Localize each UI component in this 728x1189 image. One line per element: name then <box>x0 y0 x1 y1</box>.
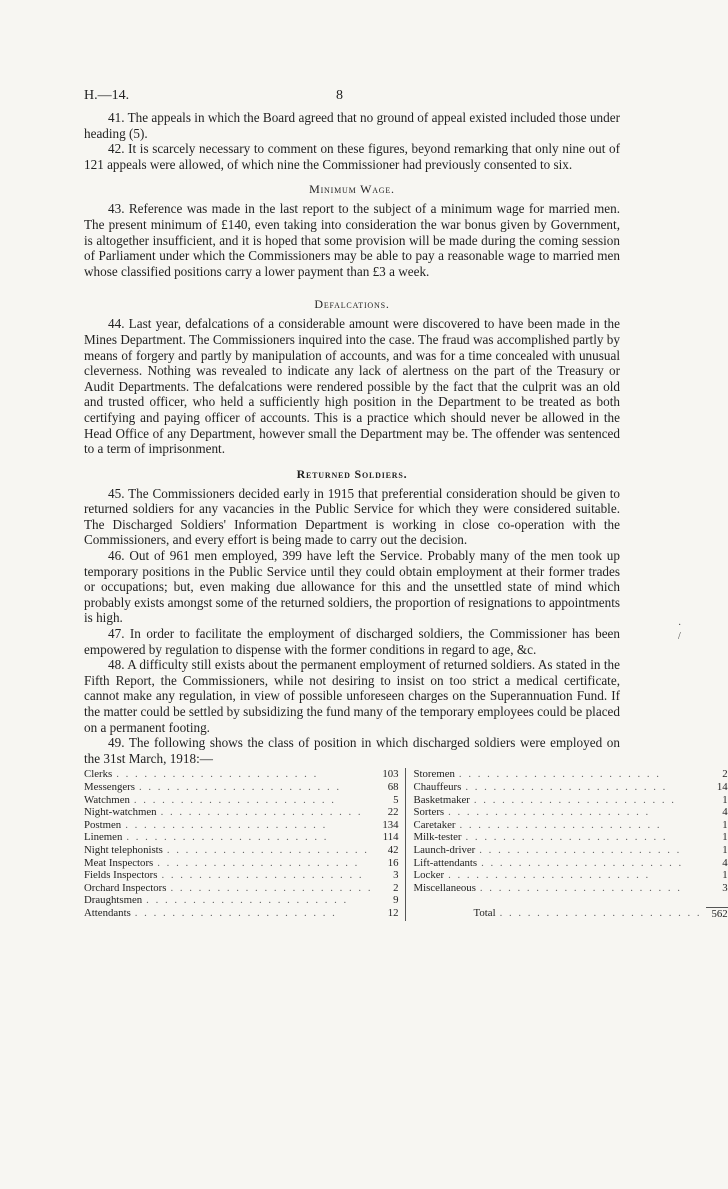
position-label: Orchard Inspectors <box>84 881 167 894</box>
position-count: 5 <box>393 793 399 806</box>
position-label: Linemen <box>84 831 123 844</box>
heading-minimum-wage: Minimum Wage. <box>309 182 395 197</box>
position-count: 9 <box>393 894 399 907</box>
leader-dots: . . . . . . . . . . . . . . . . . . . . . . <box>157 856 360 869</box>
position-count: 134 <box>382 818 399 831</box>
report-reference: H.—14. <box>84 88 130 103</box>
paragraph-47: 47. In order to facilitate the employment of discharged soldiers, the Commissioner has been empowered by regulation to dispense with the former conditions in regard to age, &c. <box>84 626 620 657</box>
leader-dots: . . . . . . . . . . . . . . . . . . . . . . <box>133 793 336 806</box>
position-label: Fields Inspectors <box>84 869 158 882</box>
position-count: 68 <box>387 780 399 793</box>
position-label: Night telephonists <box>84 843 163 856</box>
position-label: Chauffeurs <box>413 780 462 793</box>
position-count: 1 <box>722 818 728 831</box>
table-row <box>84 768 728 781</box>
total-label: Total <box>473 906 496 919</box>
leader-dots: . . . . . . . . . . . . . . . . . . . . . . <box>160 806 363 819</box>
table-row <box>84 781 728 794</box>
position-label: Basketmaker <box>413 793 470 806</box>
leader-dots: . . . . . . . . . . . . . . . . . . . . . . <box>479 881 682 894</box>
table-row <box>84 869 728 882</box>
paragraph-48: 48. A difficulty still exists about the permanent employment of returned soldiers. As stated in the Fifth Report, the Commissioners, while not desiring to insist on too strict a medical certificate, cannot make any regulation, in view of possible unforeseen charges on the Superannuation Fund. If the matter could be settled by subsidizing the fund many of the temporary employees could be placed on a permanent footing. <box>84 657 620 735</box>
position-label: Draughtsmen <box>84 894 143 907</box>
leader-dots: . . . . . . . . . . . . . . . . . . . . . . <box>465 831 668 844</box>
heading-returned-soldiers: Returned Soldiers. <box>296 466 408 481</box>
paragraph-49: 49. The following shows the class of position in which discharged soldiers were employed on the 31st March, 1918:— <box>84 735 620 766</box>
leader-dots: . . . . . . . . . . . . . . . . . . . . . . <box>499 906 702 919</box>
paragraph-44: 44. Last year, defalcations of a considerable amount were discovered to have been made in the Mines Department. The Commissioners inquired into the case. The fraud was accomplished partly by means of forgery and partly by manipulation of accounts, and was for a time concealed with unusual cleverness. Nothing was revealed to indicate any lack of alertness on the part of the Treasury or Audit Departments. The defalcations were rendered possible by the fact that the culprit was an old and trusted officer, who held a sufficiently high position in the Department to be treated as both certifying and paying officer of accounts. This is a practice which should never be allowed in the Head Office of any Department, however small the Department may be. The offender was sentenced to a term of imprisonment. <box>84 316 620 457</box>
position-count: 114 <box>382 831 399 844</box>
paragraph-41: 41. The appeals in which the Board agreed that no ground of appeal existed included those under heading (5). <box>84 110 620 141</box>
position-count: 1 <box>722 831 728 844</box>
table-row <box>84 844 728 857</box>
table-row <box>84 794 728 807</box>
position-count: 103 <box>382 768 399 781</box>
positions-table <box>84 768 728 920</box>
page-number: 8 <box>336 88 343 103</box>
leader-dots: . . . . . . . . . . . . . . . . . . . . . . <box>116 768 319 781</box>
position-label: Night-watchmen <box>84 806 157 819</box>
leader-dots: . . . . . . . . . . . . . . . . . . . . . . <box>166 843 369 856</box>
total-count: 562 <box>706 907 728 921</box>
position-label: Launch-driver <box>413 843 476 856</box>
position-label: Attendants <box>84 906 131 919</box>
table-row <box>84 831 728 844</box>
leader-dots: . . . . . . . . . . . . . . . . . . . . . . <box>473 793 676 806</box>
page-header <box>84 88 620 110</box>
leader-dots: . . . . . . . . . . . . . . . . . . . . . . <box>458 768 661 781</box>
paragraph-45: 45. The Commissioners decided early in 1915 that preferential consideration should be given to returned soldiers for any vacancies in the Public Service for which they were considered suitable. The Discharged Soldiers' Information Department is working in close co-operation with the Commissioners, and every effort is being made to carry out the decision. <box>84 485 620 548</box>
paragraph-46: 46. Out of 961 men employed, 399 have left the Service. Probably many of the men took up temporary positions in the Public Service until they could obtain employment at their former trades or occupations; but, even making due allowance for this and the unsettled state of mind which probably exists amongst some of the returned soldiers, the proportion of resignations to appointments is high. <box>84 548 620 626</box>
position-count: 16 <box>387 856 399 869</box>
position-label: Locker <box>413 869 445 882</box>
leader-dots: . . . . . . . . . . . . . . . . . . . . . . <box>459 818 662 831</box>
leader-dots: . . . . . . . . . . . . . . . . . . . . . . <box>170 881 373 894</box>
document-page <box>84 88 728 921</box>
table-row <box>84 819 728 832</box>
position-label: Caretaker <box>413 818 456 831</box>
position-label: Watchmen <box>84 793 130 806</box>
position-count: 1 <box>722 843 728 856</box>
leader-dots: . . . . . . . . . . . . . . . . . . . . . . <box>138 780 342 793</box>
position-count: 4 <box>722 856 728 869</box>
leader-dots: . . . . . . . . . . . . . . . . . . . . . . <box>146 894 349 907</box>
paragraph-42: 42. It is scarcely necessary to comment on these figures, beyond remarking that only nine out of 121 appeals were allowed, of which nine the Commissioner had previously consented to six. <box>84 141 620 172</box>
leader-dots: . . . . . . . . . . . . . . . . . . . . . . <box>125 818 328 831</box>
position-count: 3 <box>722 881 728 894</box>
position-label: Storemen <box>413 768 455 781</box>
leader-dots: . . . . . . . . . . . . . . . . . . . . . . <box>161 869 364 882</box>
position-label: Milk-tester <box>413 831 462 844</box>
table-row <box>84 857 728 870</box>
leader-dots: . . . . . . . . . . . . . . . . . . . . . . <box>465 780 668 793</box>
leader-dots: . . . . . . . . . . . . . . . . . . . . . . <box>134 906 337 919</box>
position-count: 14 <box>716 780 728 793</box>
position-label: Messengers <box>84 780 135 793</box>
position-label: Meat Inspectors <box>84 856 154 869</box>
paragraph-43: 43. Reference was made in the last report to the subject of a minimum wage for married men. The present minimum of £140, even taking into consideration the war bonus given by Government, is altogether insufficient, and it is hoped that some provision will be made during the coming session of Parliament under which the Commissioners may be able to pay a reasonable wage to married men whose classified positions carry a lower payment than £3 a week. <box>84 201 620 279</box>
table-row <box>84 907 728 921</box>
leader-dots: . . . . . . . . . . . . . . . . . . . . . . <box>448 806 651 819</box>
table-row <box>84 894 728 907</box>
leader-dots: . . . . . . . . . . . . . . . . . . . . . . <box>448 869 651 882</box>
position-label: Miscellaneous <box>413 881 476 894</box>
position-count: 2 <box>722 768 728 781</box>
position-count: 12 <box>387 906 399 919</box>
position-label: Lift-attendants <box>413 856 478 869</box>
position-count: 1 <box>722 793 728 806</box>
leader-dots: . . . . . . . . . . . . . . . . . . . . . . <box>479 843 682 856</box>
position-count: 22 <box>387 806 399 819</box>
position-label: Sorters <box>413 806 445 819</box>
position-count: 1 <box>722 869 728 882</box>
table-row <box>84 806 728 819</box>
position-count: 4 <box>722 806 728 819</box>
position-count: 2 <box>393 881 399 894</box>
position-count: 3 <box>393 869 399 882</box>
position-count: 42 <box>387 843 399 856</box>
table-row <box>84 882 728 895</box>
leader-dots: . . . . . . . . . . . . . . . . . . . . . . <box>481 856 684 869</box>
position-label: Postmen <box>84 818 122 831</box>
leader-dots: . . . . . . . . . . . . . . . . . . . . . . <box>126 831 329 844</box>
margin-mark: · / <box>678 620 682 642</box>
position-label: Clerks <box>84 768 113 781</box>
heading-defalcations: Defalcations. <box>314 297 390 312</box>
